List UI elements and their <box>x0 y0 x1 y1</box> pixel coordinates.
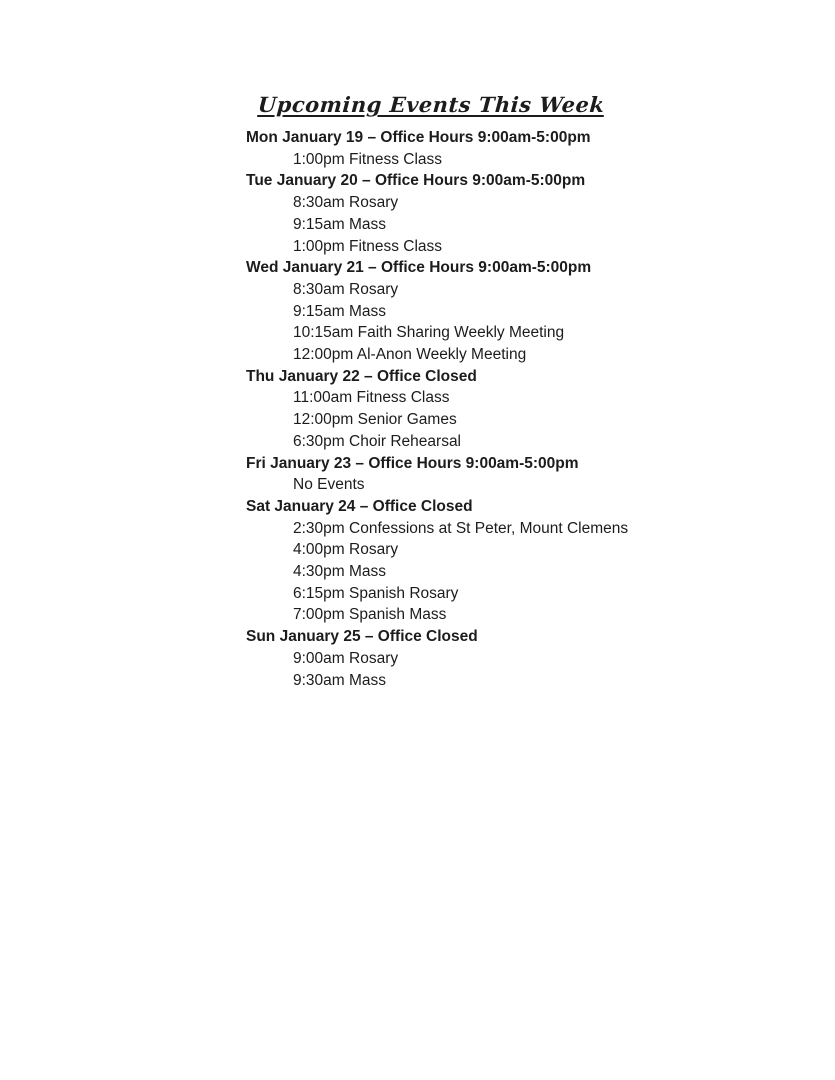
title-wrap <box>131 92 731 117</box>
event-item: 8:30am Rosary <box>293 280 399 298</box>
event-item: 12:00pm Al-Anon Weekly Meeting <box>293 346 527 364</box>
event-item: 4:30pm Mass <box>293 563 387 581</box>
day-header: Tue January 20 – Office Hours 9:00am-5:00pm <box>246 172 586 190</box>
day-header: Thu January 22 – Office Closed <box>246 367 477 385</box>
event-item: 7:00pm Spanish Mass <box>293 606 447 624</box>
event-item: 10:15am Faith Sharing Weekly Meeting <box>293 324 565 342</box>
event-item: 4:00pm Rosary <box>293 541 399 559</box>
event-item: 2:30pm Confessions at St Peter, Mount Clemens <box>293 519 629 537</box>
day-header: Wed January 21 – Office Hours 9:00am-5:00pm <box>246 259 592 277</box>
event-item: 6:15pm Spanish Rosary <box>293 584 459 602</box>
event-item: 11:00am Fitness Class <box>293 389 450 407</box>
event-item: 6:30pm Choir Rehearsal <box>293 432 462 450</box>
day-header: Mon January 19 – Office Hours 9:00am-5:00pm <box>246 129 591 146</box>
event-item: 9:30am Mass <box>293 671 387 689</box>
page-title: Upcoming Events This Week <box>256 92 606 117</box>
event-item: 8:30am Rosary <box>293 194 399 212</box>
event-item: 9:15am Mass <box>293 302 387 320</box>
day-header: Fri January 23 – Office Hours 9:00am-5:00pm <box>246 454 579 472</box>
event-item: 9:00am Rosary <box>293 649 399 667</box>
schedule <box>246 127 706 691</box>
event-item: 1:00pm Fitness Class <box>293 237 443 255</box>
day-header: Sun January 25 – Office Closed <box>246 628 478 646</box>
day-header: Sat January 24 – Office Closed <box>246 497 473 515</box>
event-item: 9:15am Mass <box>293 215 387 233</box>
event-item: 1:00pm Fitness Class <box>293 150 443 168</box>
event-item: 12:00pm Senior Games <box>293 411 457 429</box>
event-item: No Events <box>293 476 365 494</box>
